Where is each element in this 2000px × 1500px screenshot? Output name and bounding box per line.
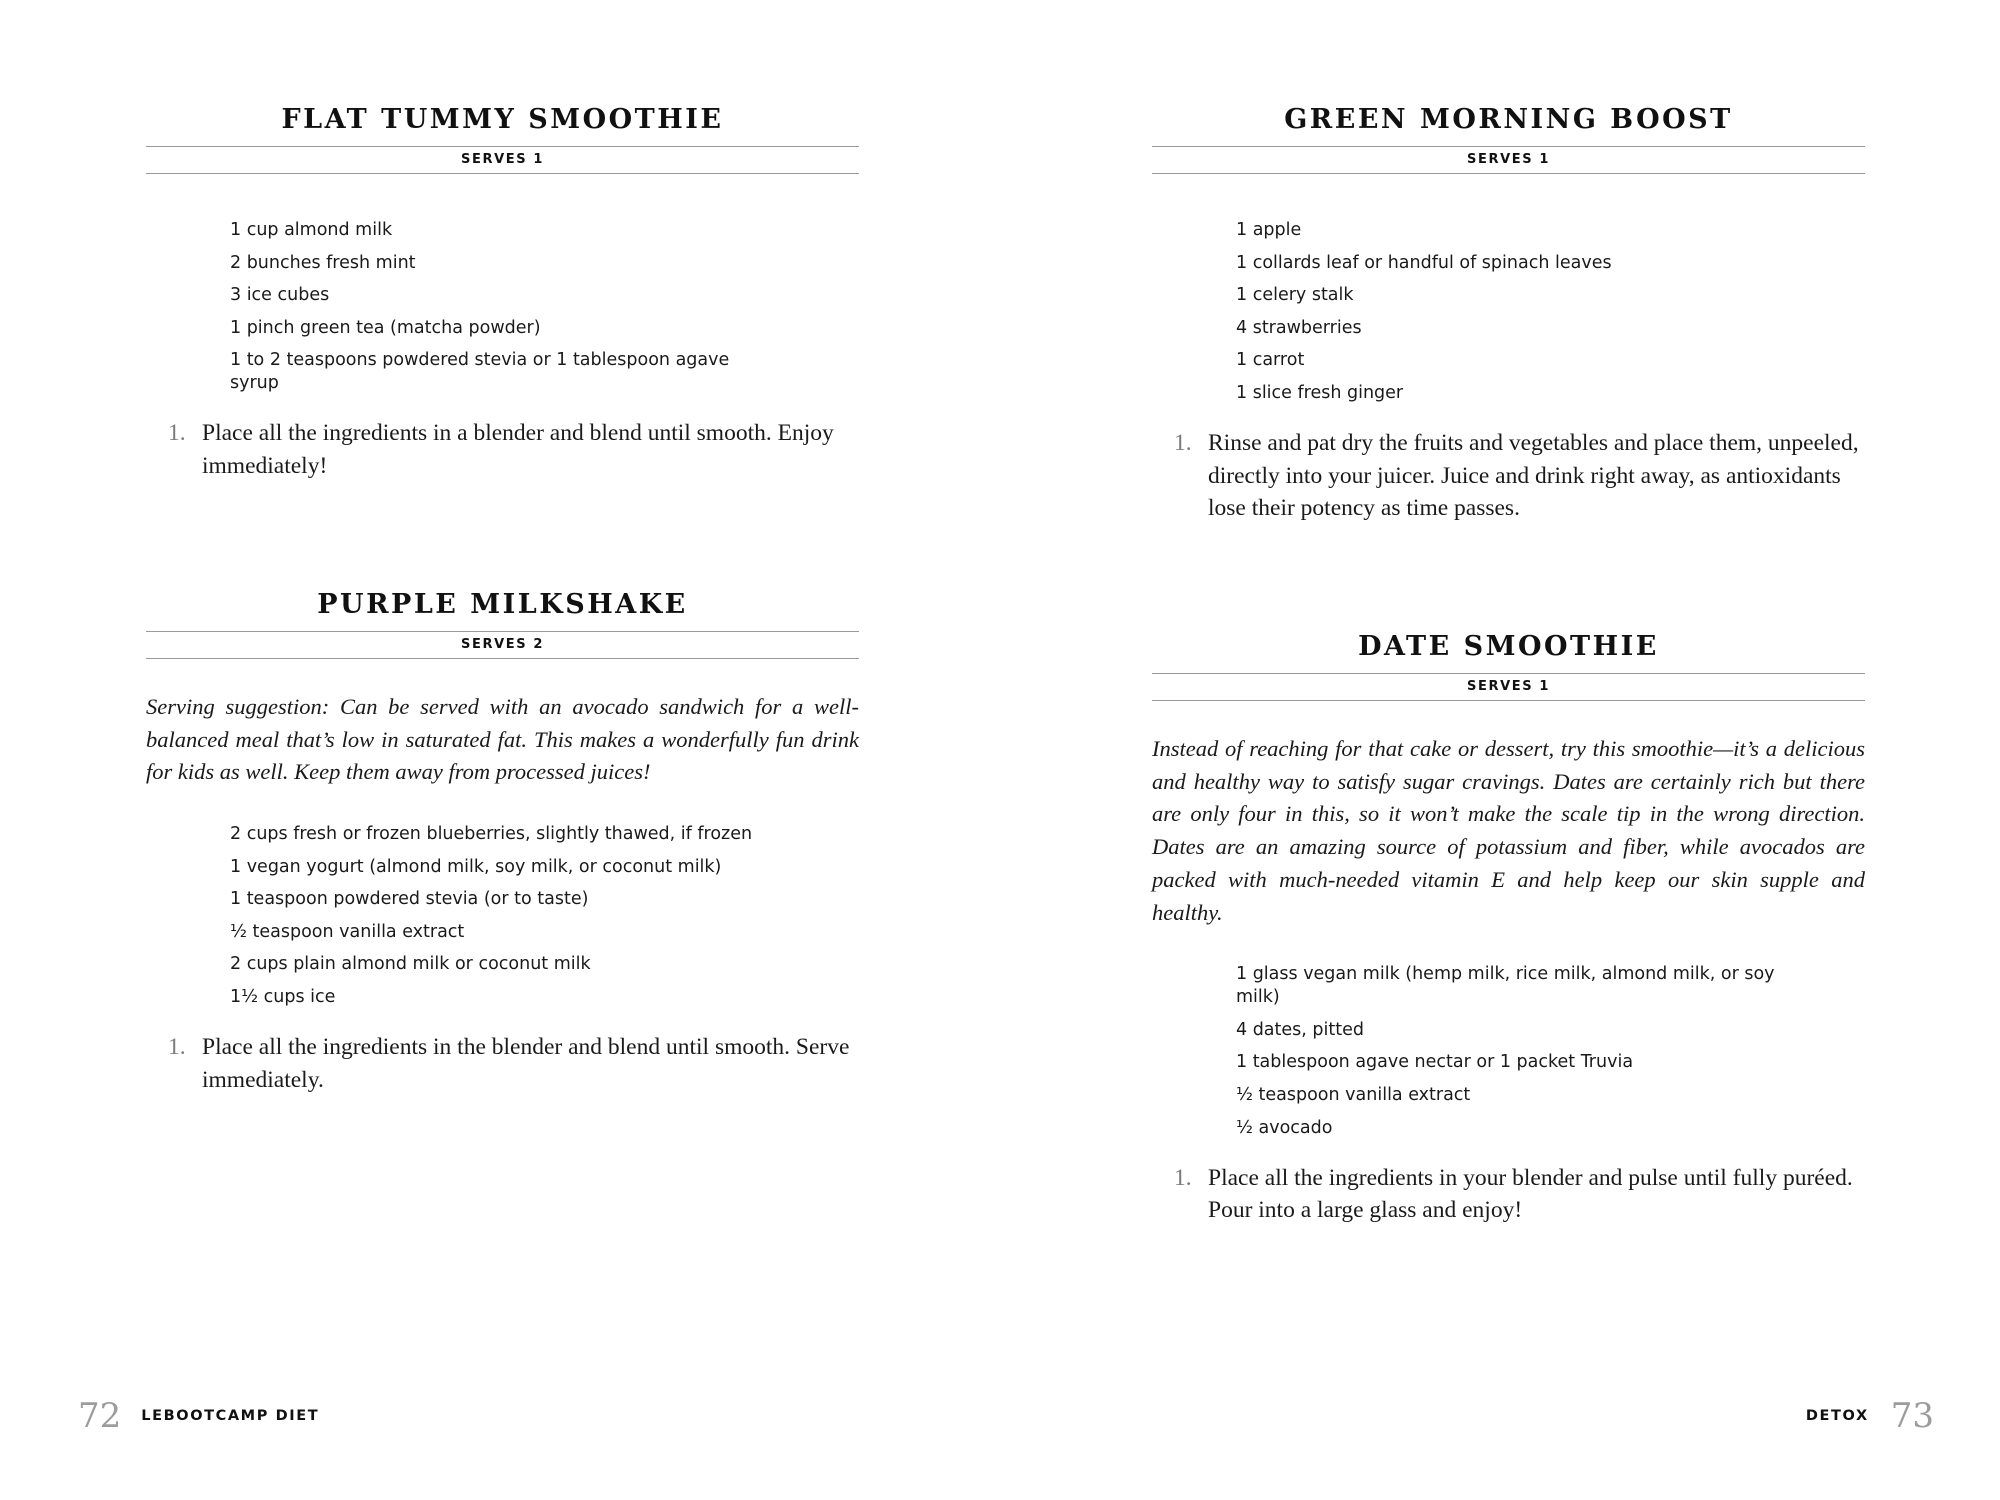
ingredient-item: 2 cups fresh or frozen blueberries, slightly thawed, if frozen [230,824,753,845]
recipe-title: DATE SMOOTHIE [1358,631,1659,662]
recipe-intro: Serving suggestion: Can be served with an avocado sandwich for a well-balanced meal that’s low in saturated fat. This makes a wonderfully fun drink for kids as well. Keep them away from processed juices! [146,694,859,785]
serves-label: SERVES 1 [1152,146,1865,174]
ingredient-item: 4 strawberries [1236,317,1362,338]
ingredient-item: 1 tablespoon agave nectar or 1 packet Truvia [1236,1052,1634,1073]
recipe-intro: Instead of reaching for that cake or dessert, try this smoothie—it’s a delicious and healthy way to satisfy sugar cravings. Dates are certainly rich but there are only four in this, so it won’t make the scale tip in the wrong direction. Dates are an amazing source of potassium and fiber, while avocados are packed with much-needed vitamin E and help keep our skin supple and healthy. [1152,736,1865,925]
instruction-list [1152,1162,1865,1227]
serves-label: SERVES 2 [146,631,859,659]
serves-label: SERVES 1 [1152,673,1865,701]
recipe-purple-milkshake [146,585,859,1096]
ingredient-item: 1 apple [1236,220,1302,240]
ingredient-item: ½ avocado [1236,1117,1333,1138]
ingredient-item: 1 vegan yogurt (almond milk, soy milk, or coconut milk) [230,856,722,877]
step-text: Place all the ingredients in a blender and blend until smooth. Enjoy immediately! [202,420,834,480]
step-text: Place all the ingredients in the blender and blend until smooth. Serve immediately. [202,1034,850,1093]
ingredient-item: 1 celery stalk [1236,285,1354,306]
ingredient-list [230,823,770,1009]
recipe-title: GREEN MORNING BOOST [1284,104,1733,135]
running-head: DETOX [1805,1408,1869,1424]
recipe-title: FLAT TUMMY SMOOTHIE [281,104,724,135]
instruction-step [1152,427,1865,525]
ingredient-list [1236,219,1776,405]
ingredient-item: 1 collards leaf or handful of spinach leaves [1236,252,1612,273]
ingredient-item: 1 to 2 teaspoons powdered stevia or 1 tablespoon agave syrup [230,350,730,394]
recipe-flat-tummy-smoothie [146,100,859,483]
ingredient-item: 2 bunches fresh mint [230,252,416,273]
ingredient-item: 1 teaspoon powdered stevia (or to taste) [230,889,589,910]
step-number: 1. [1174,429,1192,456]
ingredient-item: 1 glass vegan milk (hemp milk, rice milk, almond milk, or soy milk) [1236,964,1775,1008]
instruction-list [1152,427,1865,525]
instruction-list [146,417,859,482]
instruction-step [1152,1162,1865,1227]
ingredient-item: 1 cup almond milk [230,220,393,240]
ingredient-item: ½ teaspoon vanilla extract [230,921,465,942]
step-text: Rinse and pat dry the fruits and vegetables and place them, unpeeled, directly into your juicer. Juice and drink right away, as antioxidants lose their potency as time passes. [1208,429,1859,522]
step-number: 1. [1174,1164,1192,1191]
instruction-step [146,417,859,482]
ingredient-list [1236,963,1776,1139]
step-text: Place all the ingredients in your blender and pulse until fully puréed. Pour into a large glass and enjoy! [1208,1164,1853,1224]
ingredient-list [230,219,770,395]
ingredient-item: 3 ice cubes [230,285,330,306]
ingredient-item: ½ teaspoon vanilla extract [1236,1085,1471,1105]
ingredient-item: 4 dates, pitted [1236,1019,1364,1040]
step-number: 1. [168,1034,186,1061]
ingredient-item: 2 cups plain almond milk or coconut milk [230,954,591,975]
instruction-list [146,1031,859,1096]
recipe-date-smoothie [1152,627,1865,1227]
running-head: LEBOOTCAMP DIET [141,1408,320,1424]
page-number: 72 [78,1396,122,1436]
recipe-title: PURPLE MILKSHAKE [317,589,688,620]
step-number: 1. [168,420,186,447]
serves-label: SERVES 1 [146,146,859,174]
ingredient-item: 1 slice fresh ginger [1236,382,1404,403]
instruction-step [146,1031,859,1096]
ingredient-item: 1 carrot [1236,350,1305,371]
recipe-green-morning-boost [1152,100,1865,525]
ingredient-item: 1 pinch green tea (matcha powder) [230,317,541,338]
right-page-footer [1806,1394,1934,1438]
left-page-footer [78,1394,319,1438]
ingredient-item: 1½ cups ice [230,987,336,1008]
page-number: 73 [1890,1396,1934,1436]
